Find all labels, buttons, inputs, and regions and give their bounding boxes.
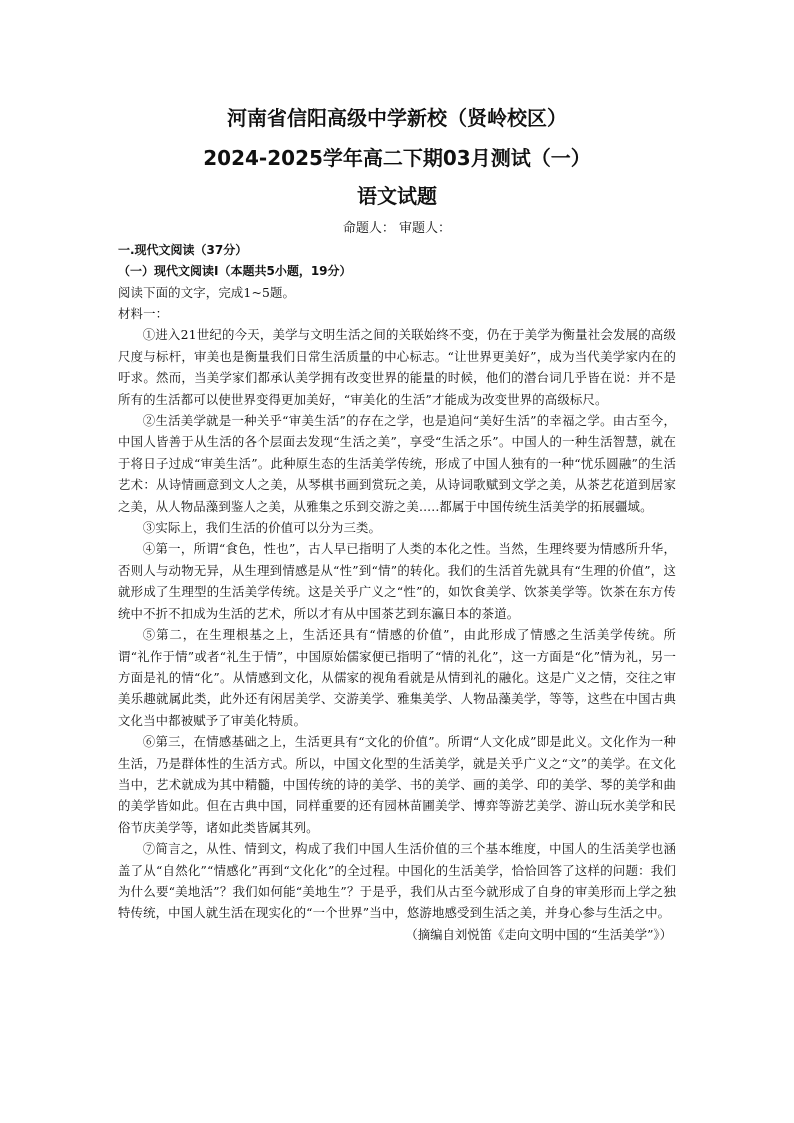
- source-citation: （摘编自刘悦笛《走向文明中国的“生活美学”》）: [405, 926, 672, 942]
- subject-title: 语文试题: [357, 184, 437, 208]
- school-title: 河南省信阳高级中学新校（贤岭校区）: [227, 106, 567, 130]
- paragraph-2: ②生活美学就是一种关乎“审美生活”的存在之学，也是追问“美好生活”的幸福之学。由古至今，中国人皆善于从生活的各个层面去发现“生活之美”，享受“生活之乐”。中国人的一种生活智慧，就在于将日子过成“审美生活”。此种原生态的生活美学传统，形成了中国人独有的一种“忧乐圆融”的生活艺术：从诗情画意到文人之美，从琴棋书画到赏玩之美，从诗词歌赋到文学之美，从茶艺花道到居家之美，从人物品藻到鉴人之美，从雅集之乐到交游之美.....都属于中国传统生活美学的拓展疆域。: [118, 413, 676, 514]
- paragraph-5: ⑤第二，在生理根基之上，生活还具有“情感的价值”，由此形成了情感之生活美学传统。所谓“礼作于情”或者“礼生于情”，中国原始儒家便已指明了“情的礼化”，这一方面是“化”情为礼，另一方面是礼的情“化”。从情感到文化，从儒家的视角看就是从情到礼的融化。这是广义之情，交往之审美乐趣就属此类，此外还有闲居美学、交游美学、雅集美学、人物品藻美学，等等，这些在中国古典文化当中都被赋予了审美化特质。: [118, 627, 676, 728]
- subsection-title: （一）现代文阅读I（本题共5小题，19分）: [118, 264, 352, 278]
- paragraph-1: ①进入21世纪的今天，美学与文明生活之间的关联始终不变，仍在于美学为衡量社会发展的高级尺度与标杆，审美也是衡量我们日常生活质量的中心标志。“让世界更美好”，成为当代美学家内在的吁求。然而，当美学家们都承认美学拥有改变世界的能量的时候，他们的潜台词几乎皆在说：并不是所有的生活都可以使世界变得更加美好，“审美化的生活”才能成为改变世界的高级标尺。: [118, 327, 676, 407]
- section-title: 一.现代文阅读（37分）: [118, 243, 248, 257]
- paragraph-3: ③实际上，我们生活的价值可以分为三类。: [142, 520, 382, 536]
- material-label: 材料一：: [118, 306, 169, 322]
- authors-line: 命题人： 审题人：: [342, 221, 452, 236]
- paragraph-7: ⑦简言之，从性、情到文，构成了我们中国人生活价值的三个基本维度，中国人的生活美学也涵盖了从“自然化”“情感化”再到“文化化”的全过程。中国化的生活美学，恰恰回答了这样的问题：我们为什么要“美地活”？我们如何能“美地生”？于是乎，我们从古至今就形成了自身的审美形而上学之独特传统，中国人就生活在现实化的“一个世界”当中，悠游地感受到生活之美，并身心参与生活之中。: [118, 841, 676, 921]
- exam-title: 2024-2025学年高二下期03月测试（一）: [203, 146, 591, 170]
- passage: [118, 324, 676, 923]
- paragraph-6: ⑥第三，在情感基础之上，生活更具有“文化的价值”。所谓“人文化成”即是此义。文化作为一种生活，乃是群体性的生活方式。所以，中国文化型的生活美学，就是关乎广义之“文”的美学。在文化当中，艺术就成为其中精髓，中国传统的诗的美学、书的美学、画的美学、印的美学、琴的美学和曲的美学皆如此。但在古典中国，同样重要的还有园林苗圃美学、博弈等游艺美学、游山玩水美学和民俗节庆美学等，诸如此类皆属其列。: [118, 734, 676, 835]
- paragraph-4: ④第一，所谓“食色，性也”，古人早已指明了人类的本化之性。当然，生理终要为情感所升华，否则人与动物无异，从生理到情感是从“性”到“情”的转化。我们的生活首先就具有“生理的价值”，这就形成了生理型的生活美学传统。这是关乎广义之“性”的，如饮食美学、饮茶美学等。饮茶在东方传统中不折不扣成为生活的艺术，所以才有从中国茶艺到东瀛日本的茶道。: [118, 541, 676, 621]
- instruction-text: 阅读下面的文字，完成1~5题。: [118, 285, 296, 300]
